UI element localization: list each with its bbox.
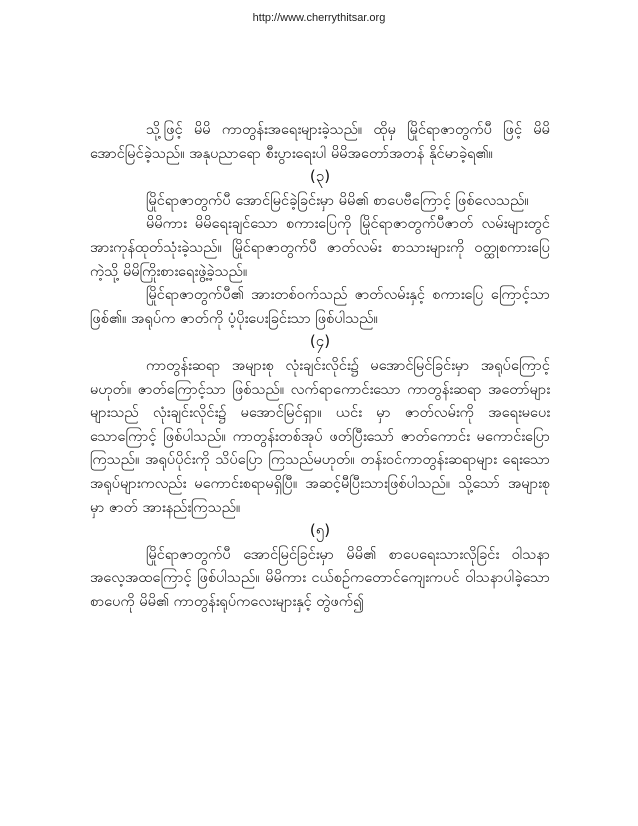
paragraph: မြိုင်ရာဇာတွက်ပီ အောင်မြင်ခဲ့ခြင်းမှာ မိမိ၏ စာပေဗီကြောင့် ဖြစ်လေသည်။ (146, 191, 529, 209)
section-number: (၄) (309, 332, 331, 351)
paragraph: မြိုင်ရာဇာတွက်ပီ အောင်မြင်ခြင်းမှာ မိမိ၏ စာပေရေးသားလိုခြင်း ဝါသနာအလေ့အထကြောင့် ဖြစ်ပါသည်။ မိမိကား ငယ်စဉ်ကတောင်ကျေးကပင် ဝါသနာပါခဲ့သော စာပေကို မိမိ၏ ကာတွန်းရုပ်ကလေးများနှင့် တွဲဖက်၍ (90, 545, 550, 610)
source-url: http://www.cherrythitsar.org (252, 12, 386, 24)
paragraph: သို့ဖြင့် မိမိ ကာတွန်းအရေးများခဲ့သည်။ ထိုမှ မြိုင်ရာဇာတွက်ပီ ဖြင့် မိမိ အောင်မြင်ခဲ့သည်။ အနုပညာရော စီးပွားရေးပါ မိမိအတော်အတန် နိုင်မာခဲ့ရ၏။ (90, 121, 550, 162)
article-body (90, 118, 550, 613)
paragraph: မိမိကား မိမိရေးချင်သော စကားပြေကို မြိုင်ရာဇာတွက်ပီဇာတ် လမ်းများတွင် အားကုန်ထုတ်သုံးခဲ့သည်။ မြိုင်ရာဇာတွက်ပီ ဇာတ်လမ်း စာသားများကို ဝတ္ထုစကားပြေကဲ့သို့ မိမိကြိုးစားရေးဖွဲ့ခဲ့သည်။ (90, 215, 550, 280)
paragraph: ကာတွန်းဆရာ အများစု လုံးချင်းလိုင်း၌ မအောင်မြင်ခြင်းမှာ အရုပ်ကြောင့်မဟုတ်။ ဇာတ်ကြောင့်သာ ဖြစ်သည်။ လက်ရာကောင်းသော ကာတွန်းဆရာ အတော်များများသည် လုံးချင်းလိုင်း၌ မအောင်မြင်ရှာ။ ယင်း မှာ ဇာတ်လမ်းကို အရေးမပေးသောကြောင့် ဖြစ်ပါသည်။ ကာတွန်းတစ်အုပ် ဖတ်ပြီးသော် ဇာတ်ကောင်း မကောင်းပြောကြသည်။ အရုပ်ပိုင်းကို သိပ်ပြော ကြသည်မဟုတ်။ တန်းဝင်ကာတွန်းဆရာများ ရေးသော အရုပ်များကလည်း မကောင်းစရာမရှိပြီ။ အဆင့်မီပြီးသားဖြစ်ပါသည်။ သို့သော် အများစုမှာ ဇာတ် အားနည်းကြသည်။ (90, 356, 550, 516)
section-number: (၅) (309, 521, 331, 540)
paragraph: မြိုင်ရာဇာတွက်ပီ၏ အားတစ်ဝက်သည် ဇာတ်လမ်းနှင့် စကားပြေ ကြောင့်သာဖြစ်၏။ အရုပ်က ဇာတ်ကို ပံ့ပိုးပေးခြင်းသာ ဖြစ်ပါသည်။ (90, 286, 550, 327)
section-number: (၃) (309, 167, 331, 186)
